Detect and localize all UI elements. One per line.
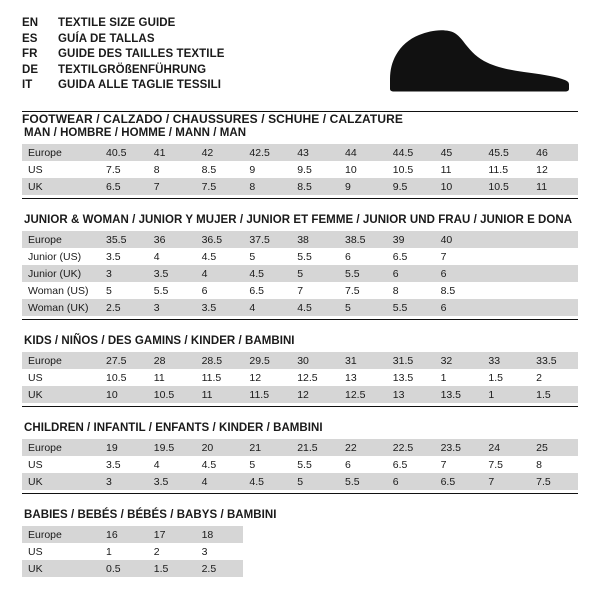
- row-label: Europe: [22, 352, 100, 369]
- table-block-babies: [22, 509, 578, 577]
- cell: 44: [339, 144, 387, 161]
- row-label: Woman (US): [22, 282, 100, 299]
- cell: 6: [387, 473, 435, 490]
- table-title: KIDS / NIÑOS / DES GAMINS / KINDER / BAMBINI: [24, 335, 295, 347]
- cell: 32: [435, 352, 483, 369]
- cell: 5: [243, 456, 291, 473]
- cell: 13.5: [435, 386, 483, 403]
- section-divider: [22, 319, 578, 320]
- table-row: [22, 144, 578, 161]
- cell: 10.5: [482, 178, 530, 195]
- cell: [482, 248, 530, 265]
- cell: [482, 282, 530, 299]
- cell: 3: [196, 543, 244, 560]
- cell: [243, 526, 291, 543]
- cell: 5: [100, 282, 148, 299]
- cell: [435, 560, 483, 577]
- cell: 44.5: [387, 144, 435, 161]
- cell: [482, 231, 530, 248]
- table-row: [22, 161, 578, 178]
- cell: 4.5: [243, 265, 291, 282]
- cell: 13.5: [387, 369, 435, 386]
- cell: 11.5: [482, 161, 530, 178]
- cell: 27.5: [100, 352, 148, 369]
- cell: [435, 543, 483, 560]
- cell: 22.5: [387, 439, 435, 456]
- cell: [482, 299, 530, 316]
- cell: 2: [530, 369, 578, 386]
- cell: [482, 526, 530, 543]
- table-title: BABIES / BEBÉS / BÉBÉS / BABYS / BAMBINI: [24, 509, 277, 521]
- row-label: US: [22, 456, 100, 473]
- cell: [243, 560, 291, 577]
- cell: [435, 526, 483, 543]
- table-row: [22, 543, 578, 560]
- cell: 8.5: [196, 161, 244, 178]
- cell: 4.5: [291, 299, 339, 316]
- cell: 9.5: [387, 178, 435, 195]
- cell: 4.5: [196, 248, 244, 265]
- cell: 43: [291, 144, 339, 161]
- cell: [482, 543, 530, 560]
- cell: 7: [291, 282, 339, 299]
- language-title: GUIDE DES TAILLES TEXTILE: [58, 48, 225, 60]
- row-label: US: [22, 161, 100, 178]
- cell: 7: [435, 248, 483, 265]
- cell: 30: [291, 352, 339, 369]
- size-table-man: [22, 144, 578, 195]
- cell: 7: [148, 178, 196, 195]
- cell: 6: [196, 282, 244, 299]
- table-row: [22, 369, 578, 386]
- row-label: US: [22, 543, 100, 560]
- cell: 3: [100, 265, 148, 282]
- cell: 12: [530, 161, 578, 178]
- row-label: UK: [22, 473, 100, 490]
- cell: 5.5: [339, 265, 387, 282]
- cell: 40: [435, 231, 483, 248]
- cell: 4: [196, 473, 244, 490]
- cell: 7.5: [482, 456, 530, 473]
- section-divider: [22, 406, 578, 407]
- cell: 2: [148, 543, 196, 560]
- cell: 3.5: [148, 265, 196, 282]
- dress-shoe-icon: [387, 22, 572, 94]
- cell: 6: [435, 265, 483, 282]
- cell: [530, 299, 578, 316]
- cell: 40.5: [100, 144, 148, 161]
- cell: 18: [196, 526, 244, 543]
- cell: 5.5: [339, 473, 387, 490]
- cell: 28: [148, 352, 196, 369]
- cell: 37.5: [243, 231, 291, 248]
- cell: 12.5: [339, 386, 387, 403]
- cell: 22: [339, 439, 387, 456]
- row-label: US: [22, 369, 100, 386]
- cell: 7.5: [196, 178, 244, 195]
- cell: 7: [482, 473, 530, 490]
- table-title: CHILDREN / INFANTIL / ENFANTS / KINDER / BAMBINI: [24, 422, 323, 434]
- cell: 6.5: [243, 282, 291, 299]
- cell: 5.5: [148, 282, 196, 299]
- cell: [387, 526, 435, 543]
- language-title: TEXTILE SIZE GUIDE: [58, 17, 176, 29]
- section-divider: [22, 198, 578, 199]
- cell: 29.5: [243, 352, 291, 369]
- cell: 5: [339, 299, 387, 316]
- cell: 36: [148, 231, 196, 248]
- table-row: [22, 439, 578, 456]
- language-code: IT: [22, 79, 33, 91]
- cell: 1.5: [530, 386, 578, 403]
- cell: 42.5: [243, 144, 291, 161]
- section-divider: [22, 493, 578, 494]
- cell: 21: [243, 439, 291, 456]
- cell: 11: [196, 386, 244, 403]
- row-label: Junior (US): [22, 248, 100, 265]
- cell: 8: [387, 282, 435, 299]
- table-block-junior-woman: [22, 214, 578, 320]
- language-code: ES: [22, 32, 38, 45]
- table-block-children: [22, 422, 578, 494]
- cell: 1.5: [482, 369, 530, 386]
- cell: [482, 265, 530, 282]
- cell: 2.5: [100, 299, 148, 316]
- cell: [530, 248, 578, 265]
- cell: 10.5: [387, 161, 435, 178]
- cell: 3: [148, 299, 196, 316]
- cell: 11.5: [243, 386, 291, 403]
- cell: 7: [435, 456, 483, 473]
- cell: [530, 560, 578, 577]
- size-table-junior-woman: [22, 231, 578, 316]
- cell: 35.5: [100, 231, 148, 248]
- cell: [291, 543, 339, 560]
- document-header: [22, 16, 578, 126]
- cell: [387, 560, 435, 577]
- cell: 4.5: [196, 456, 244, 473]
- table-title: MAN / HOMBRE / HOMME / MANN / MAN: [24, 127, 247, 139]
- cell: 12.5: [291, 369, 339, 386]
- row-label: UK: [22, 178, 100, 195]
- row-label: Europe: [22, 144, 100, 161]
- cell: 11: [148, 369, 196, 386]
- table-title: JUNIOR & WOMAN / JUNIOR Y MUJER / JUNIOR ET FEMME / JUNIOR UND FRAU / JUNIOR E DONA: [24, 214, 573, 226]
- language-title: GUIDA ALLE TAGLIE TESSILI: [58, 79, 222, 91]
- cell: 5.5: [291, 456, 339, 473]
- cell: 36.5: [196, 231, 244, 248]
- cell: 33.5: [530, 352, 578, 369]
- row-label: UK: [22, 386, 100, 403]
- cell: 5: [291, 265, 339, 282]
- table-row: [22, 560, 578, 577]
- cell: 6.5: [435, 473, 483, 490]
- size-table-babies: [22, 526, 578, 577]
- table-block-kids: [22, 335, 578, 407]
- row-label: UK: [22, 560, 100, 577]
- language-code: FR: [22, 48, 38, 60]
- cell: 10.5: [148, 386, 196, 403]
- table-row: [22, 231, 578, 248]
- cell: 8: [148, 161, 196, 178]
- cell: 6: [339, 456, 387, 473]
- cell: 2.5: [196, 560, 244, 577]
- table-row: [22, 299, 578, 316]
- table-row: [22, 456, 578, 473]
- table-row: [22, 248, 578, 265]
- cell: 6.5: [387, 248, 435, 265]
- cell: 5.5: [387, 299, 435, 316]
- row-label: Europe: [22, 526, 100, 543]
- cell: 38.5: [339, 231, 387, 248]
- cell: 24: [482, 439, 530, 456]
- cell: 3.5: [100, 248, 148, 265]
- cell: 12: [243, 369, 291, 386]
- table-row: [22, 526, 578, 543]
- cell: [387, 543, 435, 560]
- cell: [530, 231, 578, 248]
- cell: 25: [530, 439, 578, 456]
- cell: 1: [100, 543, 148, 560]
- cell: 8.5: [435, 282, 483, 299]
- cell: 3.5: [196, 299, 244, 316]
- cell: 10: [100, 386, 148, 403]
- cell: 38: [291, 231, 339, 248]
- cell: 9: [339, 178, 387, 195]
- cell: 16: [100, 526, 148, 543]
- cell: 13: [387, 386, 435, 403]
- table-row: [22, 265, 578, 282]
- cell: 39: [387, 231, 435, 248]
- cell: 9: [243, 161, 291, 178]
- table-row: [22, 352, 578, 369]
- cell: 10: [435, 178, 483, 195]
- table-row: [22, 386, 578, 403]
- cell: 9.5: [291, 161, 339, 178]
- cell: 0.5: [100, 560, 148, 577]
- table-row: [22, 282, 578, 299]
- cell: [482, 560, 530, 577]
- cell: 3.5: [148, 473, 196, 490]
- cell: [243, 543, 291, 560]
- cell: 6.5: [100, 178, 148, 195]
- cell: 3.5: [100, 456, 148, 473]
- cell: 1.5: [148, 560, 196, 577]
- language-title: TEXTILGRÖßENFÜHRUNG: [58, 63, 207, 76]
- cell: 23.5: [435, 439, 483, 456]
- cell: [530, 543, 578, 560]
- cell: 10.5: [100, 369, 148, 386]
- cell: 20: [196, 439, 244, 456]
- footwear-section-heading: FOOTWEAR / CALZADO / CHAUSSURES / SCHUHE / CALZATURE: [22, 111, 403, 126]
- cell: 11.5: [196, 369, 244, 386]
- cell: 33: [482, 352, 530, 369]
- cell: 41: [148, 144, 196, 161]
- cell: 21.5: [291, 439, 339, 456]
- cell: 7.5: [530, 473, 578, 490]
- table-row: [22, 178, 578, 195]
- cell: [530, 526, 578, 543]
- cell: 45.5: [482, 144, 530, 161]
- cell: 12: [291, 386, 339, 403]
- cell: [530, 265, 578, 282]
- cell: 11: [435, 161, 483, 178]
- cell: 1: [482, 386, 530, 403]
- size-table-children: [22, 439, 578, 490]
- language-code: DE: [22, 63, 39, 76]
- row-label: Woman (UK): [22, 299, 100, 316]
- row-label: Europe: [22, 231, 100, 248]
- cell: 10: [339, 161, 387, 178]
- cell: 46: [530, 144, 578, 161]
- cell: 17: [148, 526, 196, 543]
- cell: 4: [196, 265, 244, 282]
- cell: 6: [435, 299, 483, 316]
- cell: 6: [387, 265, 435, 282]
- cell: 31: [339, 352, 387, 369]
- cell: 5.5: [291, 248, 339, 265]
- cell: 6.5: [387, 456, 435, 473]
- cell: 8.5: [291, 178, 339, 195]
- cell: 8: [530, 456, 578, 473]
- cell: 1: [435, 369, 483, 386]
- cell: 4.5: [243, 473, 291, 490]
- cell: 11: [530, 178, 578, 195]
- cell: 7.5: [339, 282, 387, 299]
- cell: 13: [339, 369, 387, 386]
- cell: 45: [435, 144, 483, 161]
- language-code: EN: [22, 17, 39, 29]
- cell: [339, 526, 387, 543]
- cell: 4: [243, 299, 291, 316]
- cell: 19.5: [148, 439, 196, 456]
- cell: 42: [196, 144, 244, 161]
- cell: 4: [148, 456, 196, 473]
- language-title: GUÍA DE TALLAS: [58, 32, 155, 45]
- cell: 6: [339, 248, 387, 265]
- cell: 5: [243, 248, 291, 265]
- cell: 19: [100, 439, 148, 456]
- cell: 31.5: [387, 352, 435, 369]
- cell: 7.5: [100, 161, 148, 178]
- table-row: [22, 473, 578, 490]
- size-table-kids: [22, 352, 578, 403]
- cell: [530, 282, 578, 299]
- table-block-man: [22, 127, 578, 199]
- cell: 8: [243, 178, 291, 195]
- cell: [291, 526, 339, 543]
- cell: [291, 560, 339, 577]
- cell: 3: [100, 473, 148, 490]
- row-label: Junior (UK): [22, 265, 100, 282]
- cell: [339, 543, 387, 560]
- cell: 4: [148, 248, 196, 265]
- cell: 28.5: [196, 352, 244, 369]
- cell: 5: [291, 473, 339, 490]
- cell: [339, 560, 387, 577]
- row-label: Europe: [22, 439, 100, 456]
